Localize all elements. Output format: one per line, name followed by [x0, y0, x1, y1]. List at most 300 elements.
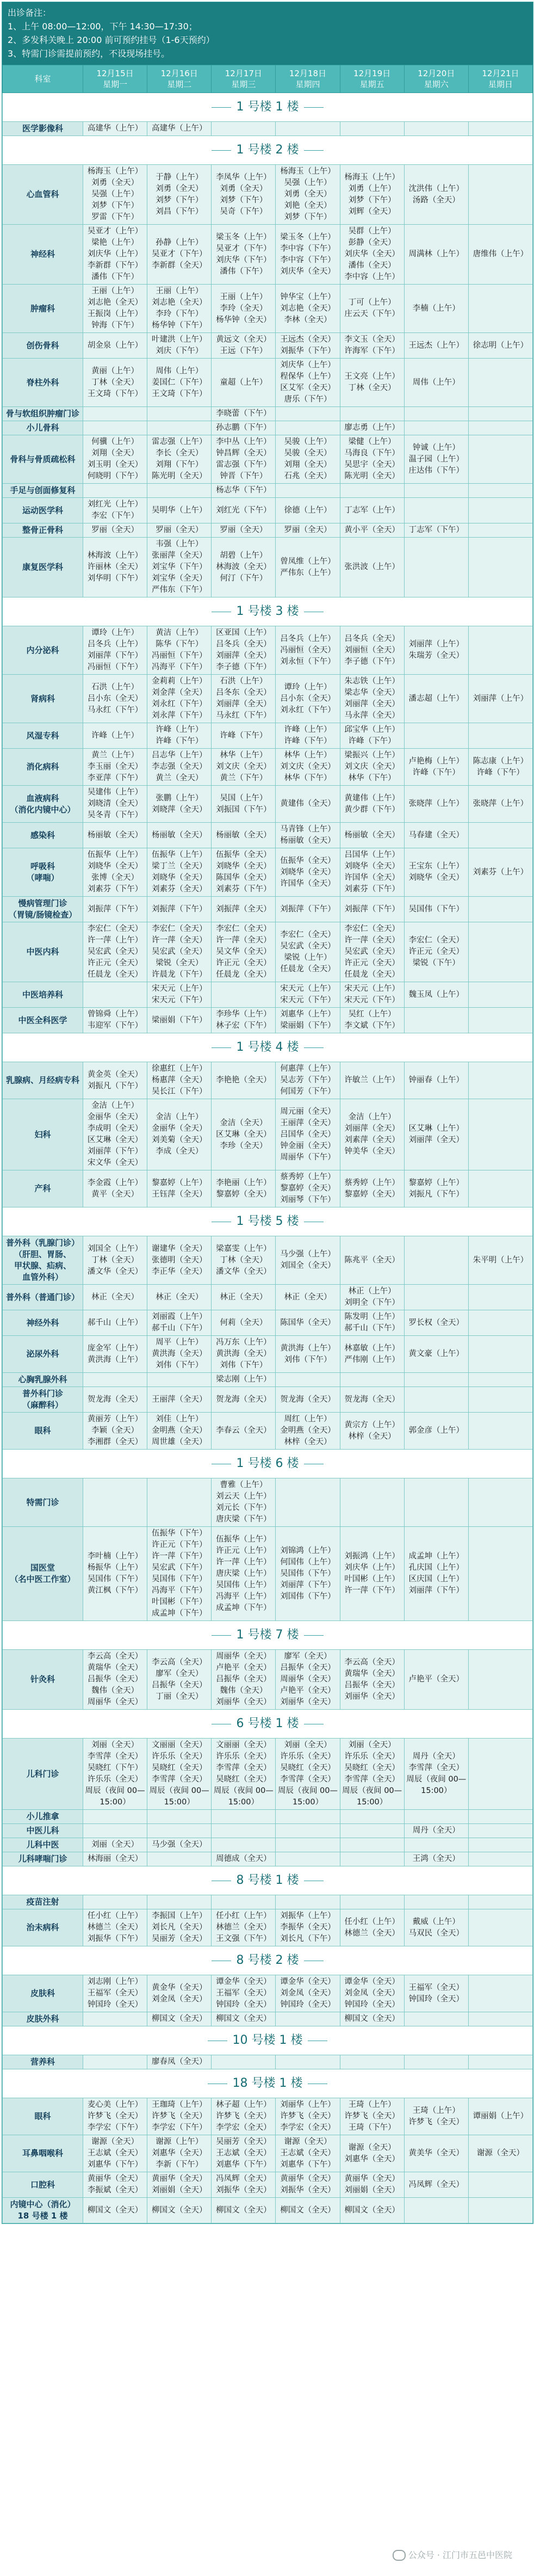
doctor-cell: 李振国（上午） 刘长凡（全天） 吴丽芳（全天）: [147, 1909, 212, 1946]
doctor-cell: 马春建（全天）: [404, 823, 468, 848]
doctor-cell: 王琦（上午） 许梦飞（全天） 王琦（下午）: [340, 2098, 404, 2135]
empty-cell: [340, 1824, 404, 1838]
table-row: [3, 675, 533, 723]
doctor-cell: 黄兰（上午） 李玉丽（全天） 李亚萍（下午）: [83, 749, 147, 786]
doctor-cell: 伍振华（上午） 刘晓华（全天） 张博（全天） 刘素芬（下午）: [83, 848, 147, 897]
doctor-cell: 刘振萍（下午）: [83, 897, 147, 922]
doctor-cell: 麦心美（上午） 许梦飞（全天） 李学宏（下午）: [83, 2098, 147, 2135]
doctor-cell: 杨丽敏（全天）: [340, 823, 404, 848]
doctor-cell: 胡碧（上午） 林海波（全天） 何汀（下午）: [212, 538, 276, 597]
doctor-cell: 柳国文（全天）: [83, 2198, 147, 2223]
empty-cell: [468, 2172, 532, 2198]
empty-cell: [83, 1895, 147, 1909]
empty-cell: [468, 407, 532, 421]
empty-cell: [468, 1387, 532, 1413]
notes-panel: [2, 2, 533, 65]
empty-cell: [340, 484, 404, 498]
doctor-cell: 伍振华（上午） 梁丁兰（全天） 刘晓华（全天） 刘素芬（全天）: [147, 848, 212, 897]
dept-name: 皮肤外科: [3, 2012, 83, 2026]
doctor-cell: 王丽萍（全天）: [147, 1387, 212, 1413]
floor-header-row: [3, 597, 533, 626]
empty-cell: [468, 626, 532, 675]
empty-cell: [83, 407, 147, 421]
doctor-cell: 刘丽华（上午） 许梦飞（全天） 李学宏（全天）: [276, 2098, 340, 2135]
doctor-cell: 冯凤辉（全天） 刘振华（全天）: [212, 2172, 276, 2198]
empty-cell: [468, 1824, 532, 1838]
table-row: [3, 421, 533, 435]
empty-cell: [212, 1838, 276, 1852]
doctor-cell: 雷志强（上午） 李长（全天） 刘翔（下午） 陈光明（全天）: [147, 435, 212, 484]
doctor-cell: 金莉莉（上午） 刘金萍（全天） 刘永红（下午） 刘永萍（下午）: [147, 675, 212, 723]
empty-cell: [404, 1895, 468, 1909]
empty-cell: [83, 2055, 147, 2069]
doctor-cell: 谭丽娟（上午）: [468, 2098, 532, 2135]
doctor-cell: 刘丽霞（上午） 郝千山（下午）: [147, 1310, 212, 1336]
doctor-cell: 刘振萍（下午）: [276, 897, 340, 922]
doctor-cell: 区亚国（上午） 吕冬兵（全天） 刘丽萍（全天） 李子德（下午）: [212, 626, 276, 675]
floor-title: 18 号楼 1 楼: [232, 2076, 303, 2090]
day-header: [404, 65, 468, 93]
empty-cell: [468, 285, 532, 333]
divider: [304, 1635, 324, 1636]
dept-name: 小儿骨科: [3, 421, 83, 435]
table-row: [3, 1975, 533, 2012]
doctor-cell: 任小红（上午） 林德兰（全天） 刘振华（下午）: [83, 1909, 147, 1946]
empty-cell: [83, 1824, 147, 1838]
notes-line: 2、多发科关晚上 20:00 前可预约挂号（1-6天预约）: [8, 35, 215, 45]
doctor-cell: 王鸿（全天）: [404, 1852, 468, 1866]
doctor-cell: 郭金彦（上午）: [404, 1413, 468, 1450]
doctor-cell: 韦强（上午） 张丽萍（全天） 刘宝华（下午） 刘宝华（全天） 严伟东（下午）: [147, 538, 212, 597]
dept-name: 肿瘤科: [3, 285, 83, 333]
dept-name: 消化病科: [3, 749, 83, 786]
doctor-cell: 刘丽（全天）: [83, 1838, 147, 1852]
doctor-cell: 廖春凤（全天）: [147, 2055, 212, 2069]
doctor-cell: 李宏仁（全天） 许一萍（全天） 吴文华（全天） 许正元（全天） 任晨龙（全天）: [212, 922, 276, 982]
table-row: [3, 1838, 533, 1852]
doctor-cell: 宋天元（上午） 宋天元（下午）: [147, 982, 212, 1008]
doctor-cell: 黄丽华（全天） 刘丽娟（全天）: [147, 2172, 212, 2198]
empty-cell: [147, 1478, 212, 1527]
empty-cell: [468, 723, 532, 749]
doctor-cell: 蔡秀婷（上午） 黎嘉婷（全天） 刘丽琴（下午）: [276, 1170, 340, 1207]
doctor-cell: 谭玲（上午） 吕小东（全天） 刘永红（下午）: [276, 675, 340, 723]
empty-cell: [340, 1895, 404, 1909]
empty-cell: [468, 1099, 532, 1170]
doctor-cell: 叶建洪（上午） 刘庆（下午）: [147, 333, 212, 359]
empty-cell: [83, 421, 147, 435]
empty-cell: [147, 484, 212, 498]
day-date: 12月15日: [96, 69, 134, 78]
table-row: [3, 749, 533, 786]
doctor-cell: 陈国华（全天）: [276, 1310, 340, 1336]
doctor-cell: 刘锦鸿（上午） 何国伟（上午） 吴国伟（下午） 刘丽萍（下午） 刘国伟（下午）: [276, 1527, 340, 1621]
floor-header: [3, 1710, 533, 1739]
doctor-cell: 黄建伟（全天）: [276, 786, 340, 823]
doctor-cell: 刘振萍（下午）: [340, 897, 404, 922]
doctor-cell: 钟诚（上午） 温子园（上午） 庄达伟（下午）: [404, 435, 468, 484]
doctor-cell: 黄丽华（全天） 刘丽娟（全天）: [340, 2172, 404, 2198]
doctor-cell: 梁志刚（上午）: [212, 1373, 276, 1387]
empty-cell: [147, 1852, 212, 1866]
doctor-cell: 钟华宝（上午） 刘志艳（全天） 李林（全天）: [276, 285, 340, 333]
empty-cell: [340, 122, 404, 136]
doctor-cell: 梁玉冬（上午） 吴亚才（下午） 刘庆华（下午） 潘伟（下午）: [212, 225, 276, 285]
doctor-cell: 孙志鹏（下午）: [212, 421, 276, 435]
empty-cell: [404, 1285, 468, 1310]
doctor-cell: 王宝东（上午） 刘晓华（全天）: [404, 848, 468, 897]
doctor-cell: 马少强（上午） 刘国全（全天）: [276, 1236, 340, 1285]
table-row: [3, 982, 533, 1008]
doctor-cell: 于静（上午） 刘勇（全天） 刘梦（下午） 刘昌（下午）: [147, 165, 212, 225]
empty-cell: [276, 1852, 340, 1866]
doctor-cell: 黄丽芳（上午） 李颖（全天） 李湘群（全天）: [83, 1413, 147, 1450]
empty-cell: [468, 1373, 532, 1387]
doctor-cell: 黎嘉婷（上午） 刘振凡（下午）: [404, 1170, 468, 1207]
doctor-cell: 金洁（上午） 刘丽萍（全天） 刘素萍（全天） 钟美华（全天）: [340, 1099, 404, 1170]
doctor-cell: 李楠（上午）: [404, 285, 468, 333]
doctor-cell: 刘惠华（上午） 梁丽娟（下午）: [276, 1008, 340, 1033]
doctor-cell: 柳国文（全天）: [147, 2198, 212, 2223]
doctor-cell: 黎嘉婷（上午） 王钰萍（全天）: [147, 1170, 212, 1207]
dept-name: 康复医学科: [3, 538, 83, 597]
doctor-cell: 蔡秀婷（上午） 黎嘉婷（全天）: [340, 1170, 404, 1207]
doctor-cell: 马青锋（上午） 杨丽敏（全天）: [276, 823, 340, 848]
schedule-sheet: [2, 2, 533, 2224]
empty-cell: [404, 538, 468, 597]
empty-cell: [340, 1478, 404, 1527]
doctor-cell: 金洁（上午） 金丽华（全天） 李成明（全天） 区艾琳（全天） 刘丽萍（下午） 宋文华（全天）: [83, 1099, 147, 1170]
doctor-cell: 林海丽（全天）: [83, 1852, 147, 1866]
doctor-cell: 张洪波（上午）: [340, 538, 404, 597]
doctor-cell: 谢源（全天）: [468, 2135, 532, 2172]
doctor-cell: 杨海玉（上午） 刘勇（上午） 刘梦（下午） 刘辉（全天）: [340, 165, 404, 225]
day-header: [83, 65, 147, 93]
notes-line: 3、特需门诊需提前预约，不设现场挂号。: [8, 48, 170, 59]
table-row: [3, 626, 533, 675]
doctor-cell: 谭金华（全天） 刘金凤（全天） 钟国玲（全天）: [276, 1975, 340, 2012]
doctor-cell: 李中丛（上午） 钟昌辉（全天） 雷志强（下午） 钟晋（下午）: [212, 435, 276, 484]
doctor-cell: 曹雅（上午） 刘云天（上午） 刘元长（下午） 唐庆梁（下午）: [212, 1478, 276, 1527]
table-row: [3, 2012, 533, 2026]
dept-name: 感染科: [3, 823, 83, 848]
schedule-table: [2, 65, 533, 2223]
empty-cell: [404, 1373, 468, 1387]
empty-cell: [276, 1824, 340, 1838]
doctor-cell: 魏玉凤（上午）: [404, 982, 468, 1008]
doctor-cell: 柳国文（全天）: [276, 2198, 340, 2223]
doctor-cell: 丁可（上午） 庄云天（下午）: [340, 285, 404, 333]
doctor-cell: 刘振鸿（上午） 刘庆华（上午） 叶国彬（上午） 许一萍（下午）: [340, 1527, 404, 1621]
empty-cell: [468, 1895, 532, 1909]
empty-cell: [276, 1838, 340, 1852]
table-row: [3, 1478, 533, 1527]
table-row: [3, 523, 533, 538]
doctor-cell: 李春云（全天）: [212, 1413, 276, 1450]
doctor-cell: 王丽（上午） 刘志艳（全天） 王振岗（上午） 钟海（下午）: [83, 285, 147, 333]
empty-cell: [468, 165, 532, 225]
empty-cell: [276, 1810, 340, 1824]
divider: [212, 150, 231, 151]
doctor-cell: 周丹（全天）: [404, 1824, 468, 1838]
dept-name: 创伤骨科: [3, 333, 83, 359]
floor-header-row: [3, 1033, 533, 1062]
floor-title: 1 号楼 1 楼: [236, 100, 299, 114]
doctor-cell: 伍振华（上午） 许正元（上午） 许一萍（上午） 唐庆梁（上午） 吴国伟（上午） 冯海平（上午） 成孟坤（下午）: [212, 1527, 276, 1621]
dept-name: 皮肤科: [3, 1975, 83, 2012]
doctor-cell: 梁丽娟（下午）: [147, 1008, 212, 1033]
empty-cell: [404, 1008, 468, 1033]
empty-cell: [276, 122, 340, 136]
day-date: 12月17日: [225, 69, 262, 78]
table-row: [3, 1336, 533, 1373]
doctor-cell: 黄洪海（上午） 刘伟（下午）: [276, 1336, 340, 1373]
doctor-cell: 谭金华（全天） 王福军（全天） 钟国玲（全天）: [212, 1975, 276, 2012]
doctor-cell: 谭玲（上午） 吕冬兵（上午） 刘丽萍（下午） 冯丽恒（下午）: [83, 626, 147, 675]
doctor-cell: 周元丽（全天） 王丽萍（全天） 吕国华（全天） 钟金丽（全天） 周丽华（下午）: [276, 1099, 340, 1170]
doctor-cell: 谭金华（全天） 刘金凤（全天） 钟国玲（全天）: [340, 1975, 404, 2012]
divider: [304, 107, 324, 108]
doctor-cell: 黄丽华（全天） 李振斌（全天）: [83, 2172, 147, 2198]
doctor-cell: 区艾琳（上午） 刘丽萍（全天）: [404, 1099, 468, 1170]
doctor-cell: 王珈琦（上午） 许梦飞（全天） 李学宏（下午）: [147, 2098, 212, 2135]
doctor-cell: 林海波（上午） 许丽林（全天） 刘华明（下午）: [83, 538, 147, 597]
dept-name: 神经外科: [3, 1310, 83, 1336]
empty-cell: [404, 484, 468, 498]
doctor-cell: 何骥（上午） 刘翔（全天） 刘玉明（全天） 何晓明（下午）: [83, 435, 147, 484]
doctor-cell: 吕国华（上午） 刘晓华（全天） 许国华（全天） 刘素芬（下午）: [340, 848, 404, 897]
doctor-cell: 任小红（上午） 林德兰（全天） 王文强（下午）: [212, 1909, 276, 1946]
doctor-cell: 罗长权（全天）: [404, 1310, 468, 1336]
day-date: 12月19日: [353, 69, 391, 78]
doctor-cell: 唐维伟（上午）: [468, 225, 532, 285]
empty-cell: [147, 407, 212, 421]
doctor-cell: 刘丽（全天） 许乐乐（全天） 吴晓红（全天） 李雪萍（全天） 周辰（夜间 00—15:00）: [276, 1739, 340, 1810]
doctor-cell: 周丽华（全天） 卢艳平（全天） 吕振华（全天） 魏伟（全天） 刘丽华（全天）: [212, 1650, 276, 1710]
doctor-cell: 丁志军（下午）: [404, 523, 468, 538]
doctor-cell: 林正（全天）: [147, 1285, 212, 1310]
table-row: [3, 225, 533, 285]
floor-header-row: [3, 136, 533, 165]
table-row: [3, 1062, 533, 1099]
empty-cell: [83, 2012, 147, 2026]
doctor-cell: 李宏仁（全天） 许正元（全天） 梁锐（下午）: [404, 922, 468, 982]
table-row: [3, 848, 533, 897]
empty-cell: [468, 359, 532, 407]
doctor-cell: 朱志铁（上午） 梁志华（全天） 刘丽萍（全天） 马永萍（全天）: [340, 675, 404, 723]
empty-cell: [340, 1838, 404, 1852]
empty-cell: [468, 1310, 532, 1336]
empty-cell: [468, 2198, 532, 2223]
doctor-cell: 金洁（上午） 金丽华（全天） 刘美菊（全天） 李成（全天）: [147, 1099, 212, 1170]
table-row: [3, 2172, 533, 2198]
floor-header-row: [3, 1207, 533, 1236]
table-row: [3, 922, 533, 982]
doctor-cell: 孙静（上午） 吴亚才（下午） 李新群（全天）: [147, 225, 212, 285]
dept-name: 心血管科: [3, 165, 83, 225]
empty-cell: [276, 1895, 340, 1909]
doctor-cell: 柳国文（全天）: [212, 2012, 276, 2026]
empty-cell: [468, 1413, 532, 1450]
doctor-cell: 李宏仁（全天） 许一萍（全天） 吴宏武（全天） 许正元（全天） 任晨龙（全天）: [340, 922, 404, 982]
floor-header-row: [3, 1946, 533, 1975]
empty-cell: [340, 2055, 404, 2069]
doctor-cell: 柳国文（全天）: [212, 2198, 276, 2223]
empty-cell: [468, 897, 532, 922]
empty-cell: [147, 1824, 212, 1838]
dept-name: 儿科哮喘门诊: [3, 1852, 83, 1866]
doctor-cell: 刘红光（上午） 李宏（下午）: [83, 498, 147, 523]
empty-cell: [83, 1478, 147, 1527]
doctor-cell: 黄丽华（全天） 刘振华（全天）: [276, 2172, 340, 2198]
doctor-cell: 周平（上午） 黄洪海（全天） 刘伟（下午）: [147, 1336, 212, 1373]
doctor-cell: 刘佳（上午） 金明燕（全天） 周世雄（全天）: [147, 1413, 212, 1450]
doctor-cell: 梁振兴（上午） 刘文庆（全天） 林华（下午）: [340, 749, 404, 786]
empty-cell: [404, 2055, 468, 2069]
table-row: [3, 2098, 533, 2135]
empty-cell: [468, 982, 532, 1008]
dept-name: 儿科门诊: [3, 1739, 83, 1810]
doctor-cell: 徐德（上午）: [276, 498, 340, 523]
doctor-cell: 林正（全天）: [276, 1285, 340, 1310]
day-date: 12月18日: [289, 69, 327, 78]
doctor-cell: 邱宝华（上午） 许峰（下午）: [340, 723, 404, 749]
table-row: [3, 407, 533, 421]
doctor-cell: 李宏仁（全天） 吴宏武（全天） 梁锐（上午） 任晨龙（全天）: [276, 922, 340, 982]
floor-title: 8 号楼 1 楼: [236, 1874, 299, 1887]
table-row: [3, 1895, 533, 1909]
day-header: [340, 65, 404, 93]
divider: [212, 1635, 231, 1636]
empty-cell: [404, 122, 468, 136]
doctor-cell: 谢建华（全天） 张德明（全天） 李正华（全天）: [147, 1236, 212, 1285]
doctor-cell: 何莉（全天）: [212, 1310, 276, 1336]
doctor-cell: 王福军（全天） 钟国玲（全天）: [404, 1975, 468, 2012]
doctor-cell: 柳国文（全天）: [340, 2012, 404, 2026]
dept-name: 疫苗注射: [3, 1895, 83, 1909]
floor-header: [3, 1450, 533, 1478]
floor-header: [3, 1946, 533, 1975]
floor-header: [3, 93, 533, 122]
doctor-cell: 冯凤辉（全天）: [404, 2172, 468, 2198]
doctor-cell: 刘庆华（上午） 程保华（上午） 区艾军（全天） 唐乐（下午）: [276, 359, 340, 407]
floor-title: 1 号楼 5 楼: [236, 1215, 299, 1228]
empty-cell: [468, 1170, 532, 1207]
doctor-cell: 宋天元（上午） 宋天元（下午）: [340, 982, 404, 1008]
doctor-cell: 林正（上午） 刘明全（下午）: [340, 1285, 404, 1310]
doctor-cell: 庞金军（上午） 黄洪海（上午）: [83, 1336, 147, 1373]
empty-cell: [404, 2198, 468, 2223]
notes-title: 出诊备注：: [8, 8, 52, 18]
doctor-cell: 李艳丽（上午） 黎嘉婷（全天）: [212, 1170, 276, 1207]
floor-title: 1 号楼 3 楼: [236, 605, 299, 618]
dept-name: 心胸乳腺外科: [3, 1373, 83, 1387]
doctor-cell: 黄文豪（上午）: [404, 1336, 468, 1373]
dept-name: 手足与创面修复科: [3, 484, 83, 498]
floor-header: [3, 136, 533, 165]
empty-cell: [404, 1838, 468, 1852]
empty-cell: [276, 1373, 340, 1387]
table-row: [3, 122, 533, 136]
dept-name: 中医全科医学: [3, 1008, 83, 1033]
doctor-cell: 谢源（全天） 刘惠华（全天）: [340, 2135, 404, 2172]
doctor-cell: 李晓蕾（下午）: [212, 407, 276, 421]
empty-cell: [83, 982, 147, 1008]
doctor-cell: 刘丽萍（上午）: [468, 675, 532, 723]
header-row: [3, 65, 533, 93]
dept-name: 眼科: [3, 1413, 83, 1450]
dept-name: 妇科: [3, 1099, 83, 1170]
doctor-cell: 曾锦舜（上午） 韦迎军（下午）: [83, 1008, 147, 1033]
day-header: [212, 65, 276, 93]
doctor-cell: 罗丽（全天）: [212, 523, 276, 538]
doctor-cell: 郝千山（上午）: [83, 1310, 147, 1336]
empty-cell: [83, 484, 147, 498]
doctor-cell: 成孟坤（上午） 孔庆国（上午） 区庆国（上午） 刘丽萍（下午）: [404, 1527, 468, 1621]
floor-header: [3, 597, 533, 626]
doctor-cell: 林正（全天）: [212, 1285, 276, 1310]
doctor-cell: 张晓萍（上午）: [404, 786, 468, 823]
doctor-cell: 林华（上午） 刘文庆（全天） 黄兰（下午）: [212, 749, 276, 786]
empty-cell: [276, 1478, 340, 1527]
doctor-cell: 柳国文（全天）: [340, 2198, 404, 2223]
doctor-cell: 胡金泉（上午）: [83, 333, 147, 359]
doctor-cell: 卢艳平（全天）: [404, 1650, 468, 1710]
table-row: [3, 538, 533, 597]
table-row: [3, 1739, 533, 1810]
empty-cell: [468, 523, 532, 538]
floor-title: 1 号楼 2 楼: [236, 143, 299, 157]
dept-name: 骨与软组织肿瘤门诊: [3, 407, 83, 421]
doctor-cell: 钟丽春（上午）: [404, 1062, 468, 1099]
dept-name: 中医培养科: [3, 982, 83, 1008]
table-row: [3, 1387, 533, 1413]
doctor-cell: 刘振华（上午） 李振华（全天） 刘长凡（下午）: [276, 1909, 340, 1946]
doctor-cell: 林正（全天）: [83, 1285, 147, 1310]
doctor-cell: 林子超（上午） 许梦飞（全天） 李学宏（全天）: [212, 2098, 276, 2135]
empty-cell: [404, 2012, 468, 2026]
doctor-cell: 何惠萍（上午） 吴志芳（下午） 何国芳（下午）: [276, 1062, 340, 1099]
doctor-cell: 宋天元（上午） 宋天元（下午）: [276, 982, 340, 1008]
floor-header-row: [3, 2069, 533, 2098]
floor-header-row: [3, 1710, 533, 1739]
table-row: [3, 1170, 533, 1207]
empty-cell: [468, 1527, 532, 1621]
doctor-cell: 林嘉敏（上午） 严伟刚（上午）: [340, 1336, 404, 1373]
day-weekday: 星期六: [424, 79, 449, 89]
doctor-cell: 李文玉（全天） 许海军（下午）: [340, 333, 404, 359]
dept-name: 普外科（乳腺门诊） （肝胆、胃肠、 甲状腺、疝病、 血管外科）: [3, 1236, 83, 1285]
empty-cell: [404, 1387, 468, 1413]
empty-cell: [340, 407, 404, 421]
dept-name: 风湿专科: [3, 723, 83, 749]
empty-cell: [212, 1895, 276, 1909]
day-date: 12月21日: [482, 69, 519, 78]
floor-title: 1 号楼 4 楼: [236, 1040, 299, 1054]
empty-cell: [276, 421, 340, 435]
doctor-cell: 谢源（全天） 王志斌（全天） 刘惠华（下午）: [83, 2135, 147, 2172]
doctor-cell: 李云高（全天） 黄瑞华（全天） 吕振华（全天） 魏伟（全天） 周丽华（全天）: [83, 1650, 147, 1710]
doctor-cell: 吴丽芳（全天） 王志斌（全天） 刘惠华（下午）: [212, 2135, 276, 2172]
dept-name: 脊柱外科: [3, 359, 83, 407]
dept-name: 眼科: [3, 2098, 83, 2135]
floor-header: [3, 2026, 533, 2055]
dept-name: 治未病科: [3, 1909, 83, 1946]
doctor-cell: 罗丽（全天）: [83, 523, 147, 538]
dept-name: 中医内科: [3, 922, 83, 982]
day-header: [468, 65, 532, 93]
doctor-cell: 许敏兰（上午）: [340, 1062, 404, 1099]
